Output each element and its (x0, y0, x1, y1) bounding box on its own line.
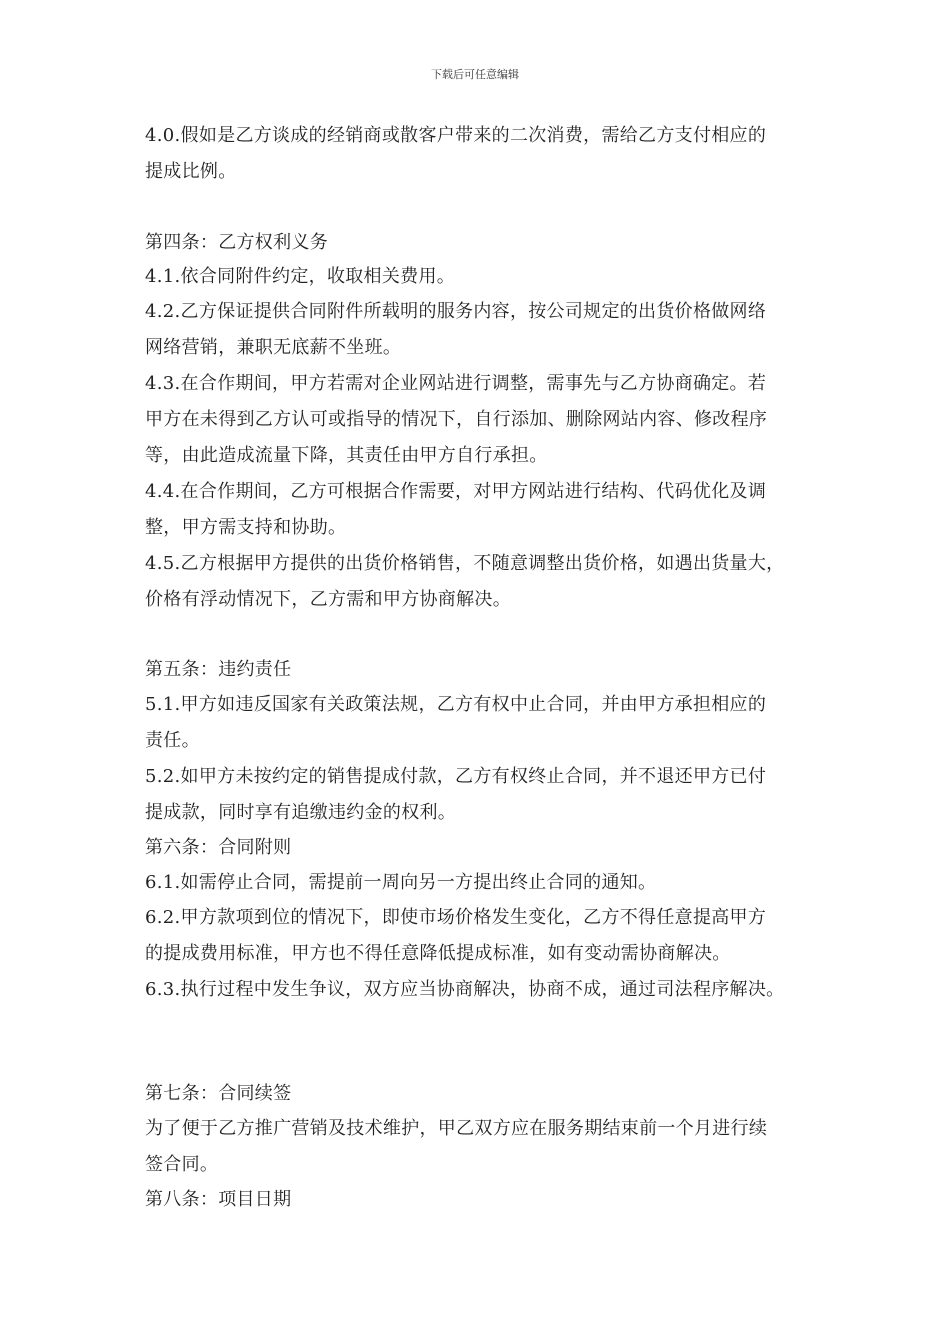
clause-5-2-line-2: 提成款，同时享有追缴违约金的权利。 (145, 802, 457, 823)
section-heading-7: 第七条：合同续签 (145, 1083, 292, 1104)
section-heading-8: 第八条：项目日期 (145, 1189, 292, 1210)
clause-4-1: 4.1.依合同附件约定，收取相关费用。 (145, 266, 456, 287)
clause-5-1-line-1: 5.1.甲方如违反国家有关政策法规，乙方有权中止合同，并由甲方承担相应的 (145, 694, 767, 715)
clause-6-1: 6.1.如需停止合同，需提前一周向另一方提出终止合同的通知。 (145, 872, 657, 893)
section-heading-6: 第六条：合同附则 (145, 837, 292, 858)
clause-4-4-line-1: 4.4.在合作期间，乙方可根据合作需要，对甲方网站进行结构、代码优化及调 (145, 481, 767, 502)
clause-4-3-line-1: 4.3.在合作期间，甲方若需对企业网站进行调整，需事先与乙方协商确定。若 (145, 373, 767, 394)
page-header-watermark: 下载后可任意编辑 (431, 68, 519, 81)
clause-4-0-line-2: 提成比例。 (145, 161, 237, 182)
clause-7-line-2: 签合同。 (145, 1154, 219, 1175)
clause-4-0-line-1: 4.0.假如是乙方谈成的经销商或散客户带来的二次消费，需给乙方支付相应的 (145, 125, 767, 146)
clause-6-2-line-2: 的提成费用标准，甲方也不得任意降低提成标准，如有变动需协商解决。 (145, 943, 731, 964)
clause-4-5-line-1: 4.5.乙方根据甲方提供的出货价格销售，不随意调整出货价格，如遇出货量大， (145, 553, 785, 574)
clause-4-5-line-2: 价格有浮动情况下，乙方需和甲方协商解决。 (145, 589, 511, 610)
clause-6-3: 6.3.执行过程中发生争议，双方应当协商解决，协商不成，通过司法程序解决。 (145, 979, 785, 1000)
section-heading-5: 第五条：违约责任 (145, 659, 292, 680)
clause-4-4-line-2: 整，甲方需支持和协助。 (145, 517, 347, 538)
clause-6-2-line-1: 6.2.甲方款项到位的情况下，即使市场价格发生变化，乙方不得任意提高甲方 (145, 907, 767, 928)
clause-4-2-line-1: 4.2.乙方保证提供合同附件所载明的服务内容，按公司规定的出货价格做网络 (145, 301, 767, 322)
clause-4-3-line-3: 等，由此造成流量下降，其责任由甲方自行承担。 (145, 445, 548, 466)
clause-4-3-line-2: 甲方在未得到乙方认可或指导的情况下，自行添加、删除网站内容、修改程序 (145, 409, 768, 430)
clause-4-2-line-2: 网络营销，兼职无底薪不坐班。 (145, 337, 402, 358)
section-heading-4: 第四条：乙方权利义务 (145, 232, 328, 253)
clause-7-line-1: 为了便于乙方推广营销及技术维护，甲乙双方应在服务期结束前一个月进行续 (145, 1118, 768, 1139)
clause-5-2-line-1: 5.2.如甲方未按约定的销售提成付款，乙方有权终止合同，并不退还甲方已付 (145, 766, 767, 787)
clause-5-1-line-2: 责任。 (145, 730, 200, 751)
